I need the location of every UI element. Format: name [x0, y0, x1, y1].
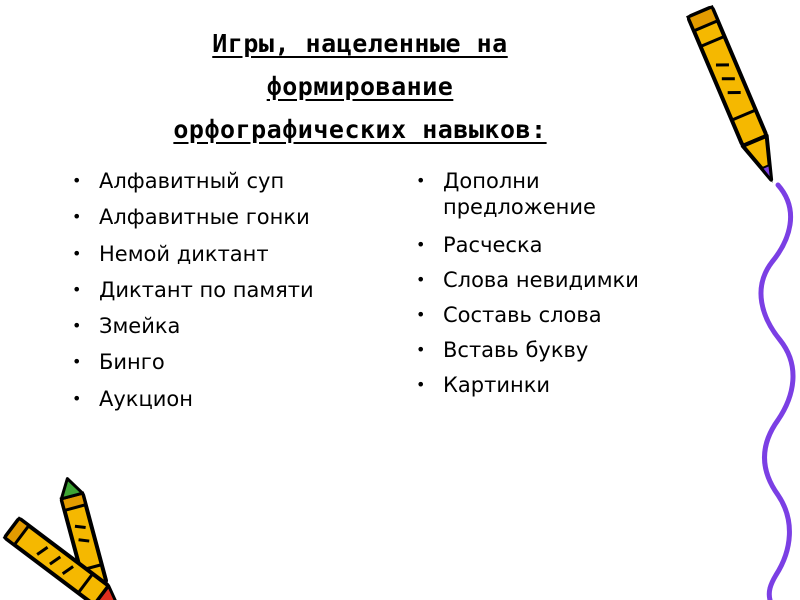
list-item-line-1: • Дополни: [443, 169, 540, 193]
title-line-3: орфографических навыков:: [173, 115, 547, 144]
list-item: • Диктант по памяти: [99, 277, 314, 313]
list-item: • Вставь букву: [443, 337, 639, 363]
list-item: • Картинки: [443, 372, 639, 398]
list-item: • Бинго: [99, 349, 314, 385]
list-item: • Аукцион: [99, 386, 314, 422]
list-item: • Алфавитные гонки: [99, 204, 314, 240]
crayons-icon: [5, 476, 126, 600]
list-item: • Слова невидимки: [443, 267, 639, 293]
left-game-list: [99, 168, 314, 422]
title-line-1: Игры, нацеленные на: [212, 29, 508, 58]
title-line-2: формирование: [266, 72, 454, 101]
squiggle-icon: [761, 185, 793, 600]
list-item-line-2: предложение: [443, 195, 596, 219]
list-item: • Алфавитный суп: [99, 168, 314, 204]
list-item: • Расческа: [443, 232, 639, 258]
list-item: • Змейка: [99, 313, 314, 349]
list-item: • Составь слова: [443, 302, 639, 328]
right-game-list: [443, 168, 639, 407]
crayon-icon: [688, 7, 783, 185]
list-item: • Немой диктант: [99, 241, 314, 277]
slide-title: [60, 22, 660, 151]
list-item: [443, 168, 639, 220]
